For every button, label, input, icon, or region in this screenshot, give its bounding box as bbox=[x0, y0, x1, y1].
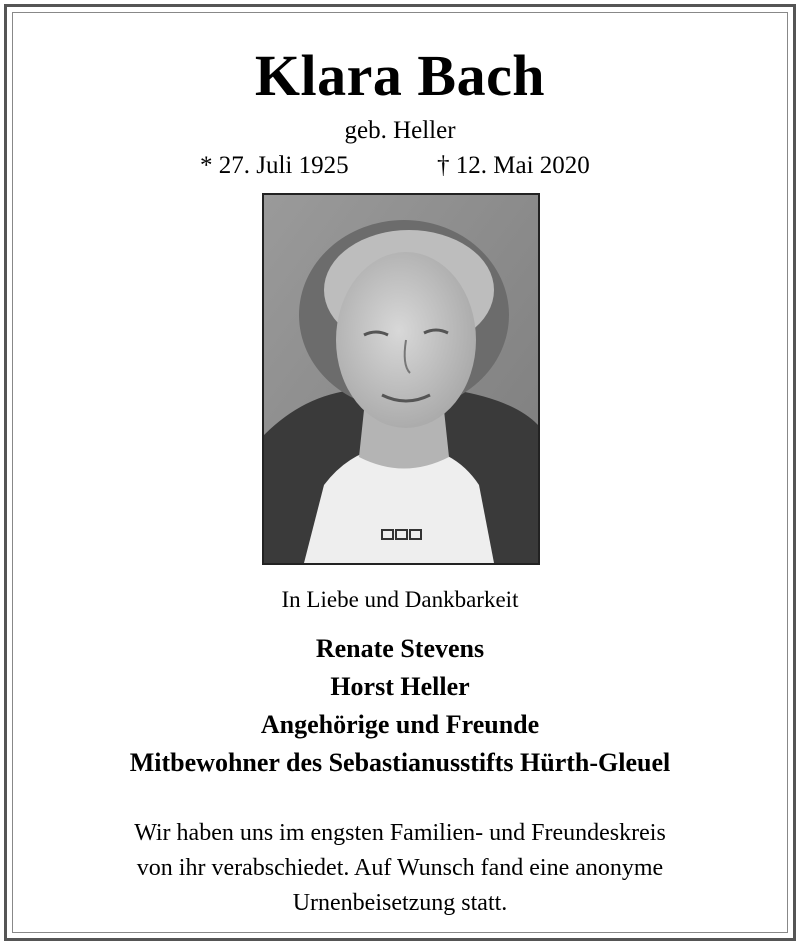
mourner-name: Angehörige und Freunde bbox=[260, 710, 540, 739]
birth-name: geb. Heller bbox=[344, 117, 456, 144]
notice-line: von ihr verabschiedet. Auf Wunsch fand eine anonyme bbox=[136, 855, 664, 881]
birth-date: * 27. Juli 1925 bbox=[200, 152, 349, 179]
death-date: † 12. Mai 2020 bbox=[437, 152, 590, 179]
mourner-name: Renate Stevens bbox=[315, 634, 485, 663]
dedication-line: In Liebe und Dankbarkeit bbox=[281, 587, 519, 612]
mourners-list bbox=[0, 630, 800, 782]
portrait-photo bbox=[262, 193, 540, 565]
mourner-name: Horst Heller bbox=[330, 672, 470, 701]
deceased-name: Klara Bach bbox=[254, 43, 546, 108]
notice-line: Wir haben uns im engsten Familien- und Freundeskreis bbox=[134, 820, 666, 846]
mourner-name: Mitbewohner des Sebastianusstifts Hürth-Gleuel bbox=[129, 748, 671, 777]
notice-line: Urnenbeisetzung statt. bbox=[292, 890, 508, 916]
farewell-notice bbox=[0, 816, 800, 921]
